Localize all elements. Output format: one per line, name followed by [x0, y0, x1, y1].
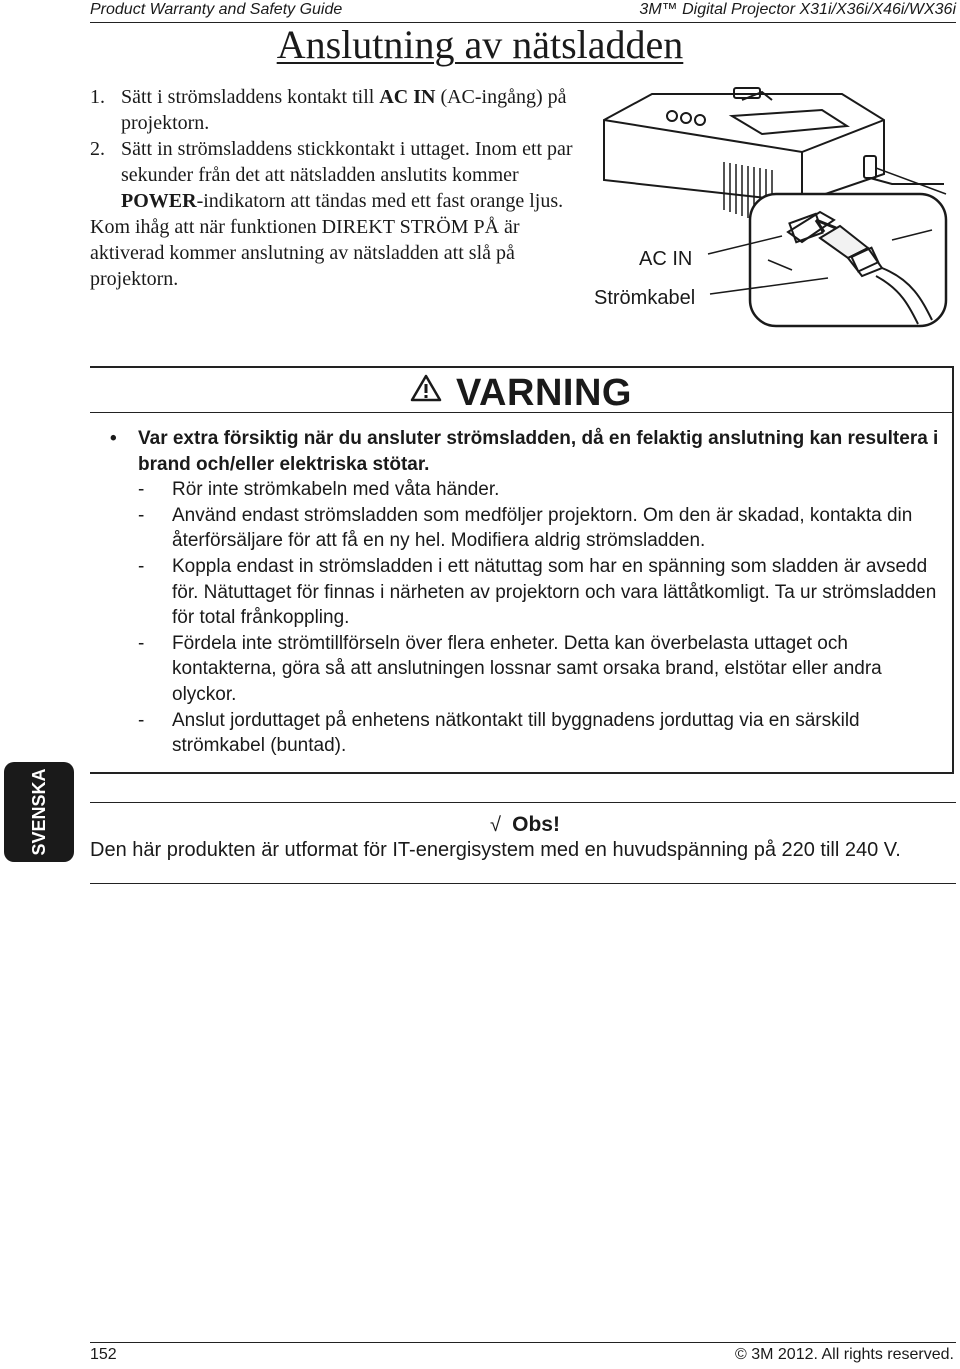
obs-divider-bottom	[90, 883, 956, 884]
copyright-text: © 3M 2012. All rights reserved.	[735, 1346, 954, 1363]
warning-box	[90, 366, 954, 774]
obs-text: Den här produkten är utformat för IT-energisystem med en huvudspänning på 220 till 240 V.	[90, 839, 901, 861]
obs-heading	[0, 813, 960, 837]
projector-connection-figure	[592, 80, 960, 340]
warning-title: VARNING	[456, 372, 632, 414]
warning-item: - Anslut jorduttaget på enhetens nätkontakt till byggnadens jorduttag via en särskild strömkabel (buntad).	[138, 709, 860, 757]
warning-body	[106, 426, 946, 759]
step-bold-term: POWER	[121, 190, 197, 212]
warning-item: - Rör inte strömkabeln med våta händer.	[138, 479, 500, 501]
page-number: 152	[90, 1346, 117, 1363]
step-number: 2.	[90, 138, 105, 160]
step-item-2: 2. Sätt in strömsladdens stickkontakt i uttaget. Inom ett par sekunder från det att nätsladden anslutits kommer POWER-indikatorn att tändas med ett fast orange ljus.	[90, 138, 573, 212]
power-cable-label: Strömkabel	[594, 287, 696, 309]
page-header	[90, 0, 956, 22]
ac-in-label: AC IN	[639, 248, 693, 270]
step-item-1: 1. Sätt i strömsladdens kontakt till AC IN (AC-ingång) på projektorn.	[90, 86, 567, 134]
language-side-tab	[4, 762, 74, 862]
warning-item: - Fördela inte strömtillförseln över flera enheter. Detta kan överbelasta uttaget och kontakterna, göra så att anslutningen lossnar samt orsaka brand, elstötar eller andra olyckor.	[138, 632, 882, 705]
bullet-icon: •	[110, 428, 117, 449]
header-doc-title: Product Warranty and Safety Guide	[90, 1, 343, 18]
step-number: 1.	[90, 86, 105, 108]
header-product-name: 3M™ Digital Projector X31i/X36i/X46i/WX36i	[639, 1, 956, 18]
warning-lead: • Var extra försiktig när du ansluter strömsladden, då en felaktig anslutning kan resultera i brand och/eller elektriska stötar.	[110, 428, 939, 475]
steps-list	[90, 84, 590, 292]
warning-header	[90, 368, 952, 413]
direct-power-note: Kom ihåg att när funktionen DIREKT STRÖM PÅ är aktiverad kommer anslutning av nätsladden att slå på projektorn.	[90, 216, 520, 290]
warning-item: - Koppla endast in strömsladden i ett nätuttag som har en spänning som sladden är avsedd för. Nätuttaget för finnas i närheten av projektorn och vara lättåtkomligt. Ta ur strömsladden för total frånkoppling.	[138, 555, 937, 629]
step-bold-term: AC IN	[379, 86, 436, 108]
obs-divider-top	[90, 802, 956, 803]
warning-title-row	[90, 372, 952, 416]
warning-item: - Använd endast strömsladden som medföljer projektorn. Om den är skadad, kontakta din återförsäljare för att få en ny hel. Modifiera aldrig strömsladden.	[138, 504, 913, 552]
obs-title: Obs!	[512, 813, 560, 836]
footer-divider	[90, 1342, 956, 1343]
warning-triangle-icon	[410, 369, 442, 412]
language-tab-label: SVENSKA	[28, 768, 49, 856]
page-title: Anslutning av nätsladden	[276, 22, 684, 67]
checkmark-icon: √	[490, 814, 501, 836]
